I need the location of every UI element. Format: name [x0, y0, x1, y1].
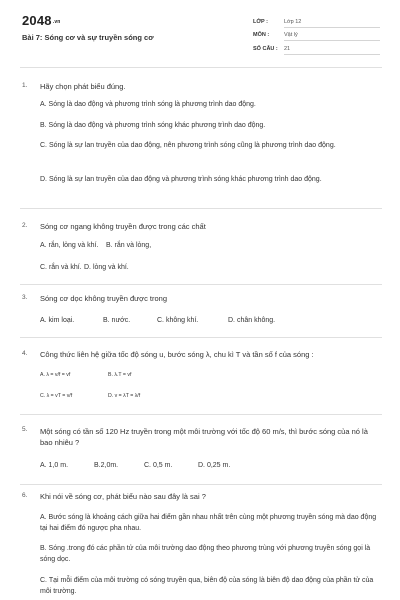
- count-label: SỐ CÂU :: [253, 46, 278, 52]
- question-divider: [20, 337, 382, 338]
- option-b[interactable]: B.2,0m.: [94, 462, 119, 469]
- option-d[interactable]: D. Sóng là sự lan truyền của dao động và phương trình sóng khác phương trình dao động.: [40, 176, 322, 183]
- option-c[interactable]: C. 0,5 m.: [144, 462, 173, 469]
- option-a[interactable]: A. rắn, lỏng và khí.: [40, 242, 99, 249]
- question-text: Một sóng có tần số 120 Hz truyền trong một môi trường với tốc độ 60 m/s, thì bước sóng của nó là bao nhiêu ?: [40, 427, 368, 447]
- class-value: Lớp 12: [284, 19, 380, 28]
- option-b[interactable]: B. nước.: [103, 317, 131, 324]
- question-number: 2.: [22, 222, 28, 229]
- logo-sub: .vn: [52, 18, 61, 25]
- option-d[interactable]: D. v = λT = λ/f: [108, 393, 141, 399]
- count-value: 21: [284, 46, 380, 55]
- option-c[interactable]: C. Sóng là sự lan truyền của dao động, nên phương trình sóng cũng là phương trình dao động.: [40, 142, 336, 149]
- class-label: LỚP :: [253, 19, 268, 25]
- question-number: 5.: [22, 426, 28, 433]
- question-number: 6.: [22, 492, 28, 499]
- question-text: Khi nói về sóng cơ, phát biểu nào sau đây là sai ?: [40, 492, 206, 501]
- question-text: Sóng cơ ngang không truyền được trong các chất: [40, 222, 206, 231]
- option-a[interactable]: A. λ = v/f = vf: [40, 372, 71, 378]
- question-text: Hãy chọn phát biểu đúng.: [40, 82, 126, 91]
- option-a[interactable]: A. 1,0 m.: [40, 462, 69, 469]
- question-number: 1.: [22, 82, 28, 89]
- question-number: 4.: [22, 350, 28, 357]
- question-text: Công thức liên hệ giữa tốc độ sóng u, bước sóng λ, chu kì T và tần số f của sóng :: [40, 350, 314, 359]
- option-c[interactable]: C. không khí.: [157, 317, 199, 324]
- option-d[interactable]: D. chân không.: [228, 317, 276, 324]
- option-b[interactable]: B. Sóng là dao động và phương trình sóng khác phương trình dao động.: [40, 122, 266, 129]
- subject-label: MÔN :: [253, 32, 270, 38]
- lesson-title: Bài 7: Sóng cơ và sự truyền sóng cơ: [22, 33, 154, 42]
- option-c[interactable]: C. Tại mỗi điểm của môi trường có sóng truyền qua, biên độ của sóng là biên độ dao động của phần tử của môi trường.: [40, 577, 374, 595]
- option-a[interactable]: A. Sóng là dao động và phương trình sóng là phương trình dao động.: [40, 101, 256, 108]
- option-b[interactable]: B. Sóng .trong đó các phần tử của môi trường dao động theo phương trùng với phương truyền sóng gọi là sóng dọc.: [40, 545, 371, 563]
- question-divider: [20, 208, 382, 209]
- option-c[interactable]: C. rắn và khí.: [40, 264, 82, 271]
- site-logo[interactable]: [22, 13, 61, 28]
- option-a[interactable]: A. kim loại.: [40, 317, 75, 324]
- option-b[interactable]: B. rắn và lỏng,: [106, 242, 152, 249]
- option-a[interactable]: A. Bước sóng là khoảng cách giữa hai điểm gần nhau nhất trên cùng một phương truyền sóng mà dao động tại hai điểm đó ngược pha nhau.: [40, 514, 377, 532]
- option-d[interactable]: D. 0,25 m.: [198, 462, 231, 469]
- question-text: Sóng cơ dọc không truyền được trong: [40, 294, 168, 303]
- question-divider: [20, 414, 382, 415]
- question-number: 3.: [22, 294, 28, 301]
- option-b[interactable]: B. λ.T = vf: [108, 372, 132, 378]
- subject-value: Vật lý: [284, 32, 380, 41]
- header-divider: [20, 67, 382, 68]
- option-d[interactable]: D. lỏng và khí.: [84, 264, 129, 271]
- question-divider: [20, 484, 382, 485]
- worksheet-header: [0, 0, 400, 80]
- option-c[interactable]: C. λ = vT = v/f: [40, 393, 73, 399]
- logo-main: 2048: [22, 13, 52, 28]
- question-divider: [20, 284, 382, 285]
